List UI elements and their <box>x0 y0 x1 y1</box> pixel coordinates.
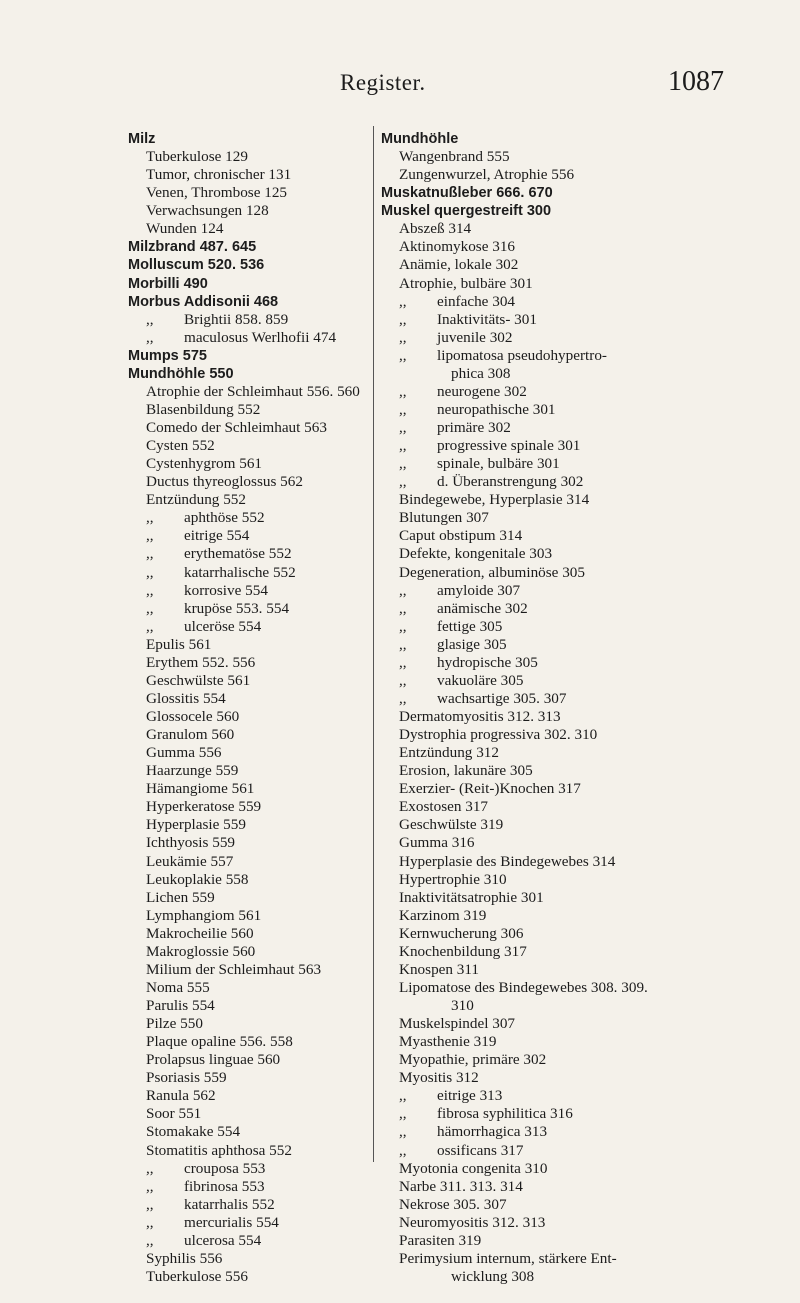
index-entry <box>128 762 368 780</box>
entry-text: Mundhöhle <box>381 131 459 147</box>
index-entry <box>381 1069 711 1087</box>
index-heading <box>381 184 711 202</box>
entry-text: Epulis 561 <box>146 635 212 653</box>
entry-text: Wunden 124 <box>146 220 224 238</box>
entry-text: Parasiten 319 <box>399 1231 482 1249</box>
index-entry <box>381 455 711 473</box>
entry-text: Dermatomyositis 312. 313 <box>399 708 561 725</box>
entry-text: Blutungen 307 <box>399 509 489 527</box>
entry-text: maculosus Werlhofii 474 <box>184 328 337 346</box>
entry-text: Nekrose 305. 307 <box>399 1195 507 1213</box>
index-entry <box>381 961 711 979</box>
entry-text: Tuberkulose 556 <box>146 1267 248 1285</box>
ditto-mark: ,, <box>146 1159 154 1177</box>
entry-text: lipomatosa pseudohypertro- <box>437 346 607 364</box>
entry-text: Lymphangiom 561 <box>146 906 262 924</box>
index-entry <box>381 1015 711 1033</box>
entry-text: Blasenbildung 552 <box>146 400 261 418</box>
column-divider <box>373 126 374 1162</box>
entry-text: eitrige 313 <box>437 1087 503 1105</box>
ditto-mark: ,, <box>146 617 154 635</box>
entry-text: Stomatitis aphthosa 552 <box>146 1141 292 1159</box>
entry-text: Gumma 316 <box>399 834 475 852</box>
index-entry <box>381 690 711 708</box>
entry-text: Caput obstipum 314 <box>399 527 523 545</box>
entry-text: Myositis 312 <box>399 1069 479 1087</box>
ditto-mark: ,, <box>146 581 154 599</box>
ditto-mark: ,, <box>399 1087 407 1105</box>
entry-text: Haarzunge 559 <box>146 762 239 780</box>
ditto-mark: ,, <box>146 545 154 563</box>
entry-text: katarrhalis 552 <box>184 1195 275 1213</box>
entry-text: Pilze 550 <box>146 1015 203 1033</box>
index-entry <box>128 1250 368 1268</box>
ditto-mark: ,, <box>399 635 407 653</box>
index-entry <box>128 1105 368 1123</box>
entry-text: vakuoläre 305 <box>437 671 524 689</box>
index-entry <box>381 275 711 293</box>
index-entry <box>128 1033 368 1051</box>
index-entry <box>128 780 368 798</box>
index-entry <box>381 238 711 256</box>
index-heading <box>381 130 711 148</box>
entry-text: Zungenwurzel, Atrophie 556 <box>399 166 575 184</box>
ditto-mark: ,, <box>399 653 407 671</box>
ditto-mark: ,, <box>399 1105 407 1123</box>
index-entry <box>381 1178 711 1196</box>
index-entry <box>128 1160 368 1178</box>
ditto-mark: ,, <box>399 1123 407 1141</box>
ditto-mark: ,, <box>146 563 154 581</box>
index-entry <box>381 1250 711 1268</box>
entry-text: Myopathie, primäre 302 <box>399 1051 547 1069</box>
index-entry <box>128 545 368 563</box>
index-entry <box>128 527 368 545</box>
ditto-mark: ,, <box>146 1213 154 1231</box>
index-entry <box>128 166 368 184</box>
index-entry <box>381 889 711 907</box>
index-entry <box>381 582 711 600</box>
index-entry <box>381 1123 711 1141</box>
index-heading <box>128 347 368 365</box>
index-entry <box>128 961 368 979</box>
entry-text: Abszeß 314 <box>399 220 472 238</box>
entry-text: fettige 305 <box>437 617 503 635</box>
entry-text: Erythem 552. 556 <box>146 653 256 671</box>
page-header <box>0 66 800 106</box>
index-entry <box>128 654 368 672</box>
index-entry <box>381 853 711 871</box>
entry-text: ossificans 317 <box>437 1141 524 1159</box>
index-entry <box>128 1069 368 1087</box>
entry-text: Stomakake 554 <box>146 1123 241 1141</box>
entry-text: Inaktivitätsatrophie 301 <box>399 888 544 906</box>
index-entry <box>381 1051 711 1069</box>
entry-text: Mundhöhle 550 <box>128 365 234 382</box>
index-entry <box>381 148 711 166</box>
index-entry <box>381 256 711 274</box>
index-entry <box>381 293 711 311</box>
index-entry <box>381 419 711 437</box>
index-entry <box>381 871 711 889</box>
index-entry <box>381 979 711 997</box>
ditto-mark: ,, <box>146 527 154 545</box>
entry-text: Hyperplasie 559 <box>146 816 246 834</box>
entry-text: Hypertrophie 310 <box>399 870 507 888</box>
entry-text: Knospen 311 <box>399 960 480 978</box>
index-entry <box>128 834 368 852</box>
ditto-mark: ,, <box>399 419 407 436</box>
ditto-mark: ,, <box>399 400 407 418</box>
entry-text: Glossocele 560 <box>146 708 240 725</box>
index-entry <box>128 202 368 220</box>
index-heading <box>381 202 711 220</box>
index-entry <box>128 726 368 744</box>
index-entry <box>381 1105 711 1123</box>
entry-text: Syphilis 556 <box>146 1249 223 1267</box>
index-entry <box>128 401 368 419</box>
ditto-mark: ,, <box>399 346 407 364</box>
ditto-mark: ,, <box>399 689 407 707</box>
entry-text: Leukämie 557 <box>146 852 234 870</box>
entry-text: Lipomatose des Bindegewebes 308. 309. <box>399 978 648 996</box>
index-entry <box>128 600 368 618</box>
entry-text: Milium der Schleimhaut 563 <box>146 960 322 978</box>
ditto-mark: ,, <box>146 1177 154 1195</box>
entry-text: Karzinom 319 <box>399 906 487 924</box>
entry-text: Milzbrand 487. 645 <box>128 239 257 256</box>
index-entry <box>128 1087 368 1105</box>
entry-text: einfache 304 <box>437 292 516 310</box>
ditto-mark: ,, <box>146 328 154 346</box>
index-entry <box>128 564 368 582</box>
entry-text: Soor 551 <box>146 1105 202 1123</box>
index-entry <box>381 1232 711 1250</box>
index-entry <box>381 816 711 834</box>
index-entry <box>381 365 711 383</box>
entry-text: Exerzier- (Reit-)Knochen 317 <box>399 780 581 798</box>
index-entry <box>128 148 368 166</box>
entry-text: spinale, bulbäre 301 <box>437 455 560 473</box>
index-entry <box>128 636 368 654</box>
index-entry <box>128 618 368 636</box>
index-entry <box>381 798 711 816</box>
entry-text: d. Überanstrengung 302 <box>437 473 584 491</box>
index-entry <box>381 437 711 455</box>
index-entry <box>381 329 711 347</box>
entry-text: juvenile 302 <box>437 328 513 346</box>
index-entry <box>128 871 368 889</box>
ditto-mark: ,, <box>399 292 407 310</box>
entry-text: 310 <box>451 997 474 1014</box>
entry-text: Makrocheilie 560 <box>146 924 254 942</box>
entry-text: Ichthyosis 559 <box>146 834 236 852</box>
index-entry <box>381 943 711 961</box>
index-entry <box>128 383 368 401</box>
index-entry <box>128 690 368 708</box>
index-heading <box>128 238 368 256</box>
index-entry <box>381 1268 711 1286</box>
entry-text: wicklung 308 <box>451 1267 535 1285</box>
entry-text: Parulis 554 <box>146 997 215 1014</box>
index-entry <box>381 564 711 582</box>
index-entry <box>381 1087 711 1105</box>
entry-text: Lichen 559 <box>146 888 215 906</box>
index-entry <box>381 618 711 636</box>
index-entry <box>128 329 368 347</box>
index-entry <box>128 419 368 437</box>
index-entry <box>381 1196 711 1214</box>
entry-text: primäre 302 <box>437 419 511 436</box>
entry-text: Atrophie der Schleimhaut 556. 560 <box>146 382 360 400</box>
entry-text: Hämangiome 561 <box>146 780 255 798</box>
index-entry <box>128 744 368 762</box>
entry-text: Atrophie, bulbäre 301 <box>399 274 533 292</box>
ditto-mark: ,, <box>399 473 407 491</box>
entry-text: glasige 305 <box>437 635 507 653</box>
ditto-mark: ,, <box>399 1141 407 1159</box>
index-entry <box>128 997 368 1015</box>
index-entry <box>381 1214 711 1232</box>
index-entry <box>128 943 368 961</box>
entry-text: Entzündung 312 <box>399 744 499 762</box>
entry-text: Muskel quergestreift 300 <box>381 203 552 220</box>
index-entry <box>381 220 711 238</box>
index-entry <box>381 744 711 762</box>
index-entry <box>381 1033 711 1051</box>
ditto-mark: ,, <box>399 382 407 400</box>
entry-text: Ductus thyreoglossus 562 <box>146 473 303 491</box>
ditto-mark: ,, <box>399 328 407 346</box>
ditto-mark: ,, <box>399 671 407 689</box>
index-heading <box>128 256 368 274</box>
index-entry <box>381 780 711 798</box>
index-heading <box>128 293 368 311</box>
entry-text: Kernwucherung 306 <box>399 924 524 942</box>
entry-text: Tuberkulose 129 <box>146 148 248 166</box>
index-entry <box>381 473 711 491</box>
entry-text: amyloide 307 <box>437 581 521 599</box>
entry-text: Knochenbildung 317 <box>399 942 527 960</box>
index-entry <box>381 527 711 545</box>
index-entry <box>381 654 711 672</box>
entry-text: eitrige 554 <box>184 527 250 545</box>
index-column-right <box>381 130 711 1286</box>
entry-text: neurogene 302 <box>437 382 527 400</box>
index-entry <box>381 600 711 618</box>
index-entry <box>381 834 711 852</box>
entry-text: Gumma 556 <box>146 744 222 762</box>
index-entry <box>381 1142 711 1160</box>
entry-text: Myasthenie 319 <box>399 1033 497 1051</box>
index-entry <box>128 816 368 834</box>
ditto-mark: ,, <box>399 581 407 599</box>
index-entry <box>128 1123 368 1141</box>
page-title: Register. <box>340 70 426 95</box>
index-entry <box>128 491 368 509</box>
entry-text: Geschwülste 561 <box>146 671 251 689</box>
index-entry <box>128 582 368 600</box>
entry-text: Makroglossie 560 <box>146 942 256 960</box>
index-entry <box>128 889 368 907</box>
entry-text: erythematöse 552 <box>184 545 292 563</box>
index-entry <box>128 473 368 491</box>
entry-text: Glossitis 554 <box>146 689 226 707</box>
index-entry <box>381 636 711 654</box>
entry-text: Narbe 311. 313. 314 <box>399 1177 523 1195</box>
index-entry <box>381 708 711 726</box>
ditto-mark: ,, <box>399 437 407 455</box>
index-entry <box>381 509 711 527</box>
entry-text: Hyperplasie des Bindegewebes 314 <box>399 852 616 870</box>
index-entry <box>381 925 711 943</box>
index-entry <box>381 166 711 184</box>
index-entry <box>381 1160 711 1178</box>
entry-text: Myotonia congenita 310 <box>399 1159 548 1177</box>
entry-text: Perimysium internum, stärkere Ent- <box>399 1249 617 1267</box>
entry-text: mercurialis 554 <box>184 1213 279 1231</box>
ditto-mark: ,, <box>399 455 407 473</box>
entry-text: Entzündung 552 <box>146 491 246 509</box>
entry-text: Prolapsus linguae 560 <box>146 1051 281 1069</box>
entry-text: Brightii 858. 859 <box>184 310 289 328</box>
index-entry <box>128 672 368 690</box>
entry-text: Erosion, lakunäre 305 <box>399 762 533 780</box>
entry-text: Inaktivitäts- 301 <box>437 310 537 328</box>
entry-text: Defekte, kongenitale 303 <box>399 545 553 563</box>
index-entry <box>128 925 368 943</box>
index-entry <box>128 1232 368 1250</box>
entry-text: Venen, Thrombose 125 <box>146 184 288 202</box>
index-entry <box>128 220 368 238</box>
index-entry <box>128 708 368 726</box>
entry-text: progressive spinale 301 <box>437 437 581 455</box>
index-entry <box>128 1051 368 1069</box>
entry-text: Cystenhygrom 561 <box>146 455 263 473</box>
index-entry <box>128 853 368 871</box>
index-heading <box>128 275 368 293</box>
index-entry <box>128 1268 368 1286</box>
entry-text: Leukoplakie 558 <box>146 870 249 888</box>
index-entry <box>381 997 711 1015</box>
entry-text: Plaque opaline 556. 558 <box>146 1033 293 1051</box>
index-entry <box>381 907 711 925</box>
page-number: 1087 <box>668 66 724 97</box>
index-entry <box>128 311 368 329</box>
entry-text: Wangenbrand 555 <box>399 148 510 166</box>
index-heading <box>128 130 368 148</box>
entry-text: Noma 555 <box>146 978 210 996</box>
entry-text: Geschwülste 319 <box>399 816 504 834</box>
ditto-mark: ,, <box>146 509 154 527</box>
entry-text: Cysten 552 <box>146 437 215 455</box>
index-entry <box>381 762 711 780</box>
entry-text: Granulom 560 <box>146 726 235 744</box>
entry-text: Morbus Addisonii 468 <box>128 293 279 310</box>
entry-text: Anämie, lokale 302 <box>399 256 519 274</box>
entry-text: Morbilli 490 <box>128 275 208 292</box>
index-entry <box>381 491 711 509</box>
entry-text: Exostosen 317 <box>399 798 489 816</box>
index-entry <box>128 979 368 997</box>
index-entry <box>128 1214 368 1232</box>
entry-text: ulceröse 554 <box>184 617 262 635</box>
entry-text: Molluscum 520. 536 <box>128 257 265 274</box>
index-entry <box>381 311 711 329</box>
index-entry <box>128 184 368 202</box>
entry-text: Muskelspindel 307 <box>399 1015 516 1033</box>
ditto-mark: ,, <box>399 617 407 635</box>
index-entry <box>128 509 368 527</box>
entry-text: ulcerosa 554 <box>184 1231 262 1249</box>
index-entry <box>128 1196 368 1214</box>
index-heading <box>128 365 368 383</box>
entry-text: crouposa 553 <box>184 1159 266 1177</box>
entry-text: Neuromyositis 312. 313 <box>399 1213 546 1231</box>
entry-text: hämorrhagica 313 <box>437 1123 548 1141</box>
index-entry <box>128 1178 368 1196</box>
entry-text: Bindegewebe, Hyperplasie 314 <box>399 491 590 509</box>
index-entry <box>128 437 368 455</box>
entry-text: korrosive 554 <box>184 581 268 599</box>
entry-text: fibrosa syphilitica 316 <box>437 1105 573 1123</box>
entry-text: Hyperkeratose 559 <box>146 798 262 816</box>
entry-text: anämische 302 <box>437 599 528 617</box>
ditto-mark: ,, <box>146 1195 154 1213</box>
entry-text: Aktinomykose 316 <box>399 238 516 256</box>
entry-text: neuropathische 301 <box>437 400 556 418</box>
entry-text: Milz <box>128 131 156 147</box>
index-entry <box>381 726 711 744</box>
ditto-mark: ,, <box>146 599 154 617</box>
index-entry <box>128 907 368 925</box>
index-entry <box>381 545 711 563</box>
entry-text: fibrinosa 553 <box>184 1177 265 1195</box>
index-entry <box>381 672 711 690</box>
entry-text: Muskatnußleber 666. 670 <box>381 185 553 202</box>
ditto-mark: ,, <box>146 1231 154 1249</box>
entry-text: Mumps 575 <box>128 347 207 364</box>
entry-text: Ranula 562 <box>146 1087 216 1105</box>
index-entry <box>128 1015 368 1033</box>
entry-text: Degeneration, albuminöse 305 <box>399 563 585 581</box>
entry-text: hydropische 305 <box>437 653 538 671</box>
entry-text: krupöse 553. 554 <box>184 599 290 617</box>
index-entry <box>381 347 711 365</box>
entry-text: Comedo der Schleimhaut 563 <box>146 419 327 436</box>
ditto-mark: ,, <box>146 310 154 328</box>
entry-text: aphthöse 552 <box>184 509 265 527</box>
entry-text: katarrhalische 552 <box>184 563 296 581</box>
entry-text: Dystrophia progressiva 302. 310 <box>399 726 598 744</box>
index-column-left <box>128 130 368 1286</box>
ditto-mark: ,, <box>399 310 407 328</box>
index-entry <box>128 798 368 816</box>
entry-text: phica 308 <box>451 364 511 382</box>
entry-text: Psoriasis 559 <box>146 1069 227 1087</box>
index-entry <box>128 455 368 473</box>
entry-text: Verwachsungen 128 <box>146 202 269 220</box>
ditto-mark: ,, <box>399 599 407 617</box>
index-entry <box>381 401 711 419</box>
entry-text: wachsartige 305. 307 <box>437 689 567 707</box>
index-entry <box>381 383 711 401</box>
index-entry <box>128 1142 368 1160</box>
entry-text: Tumor, chronischer 131 <box>146 166 292 184</box>
